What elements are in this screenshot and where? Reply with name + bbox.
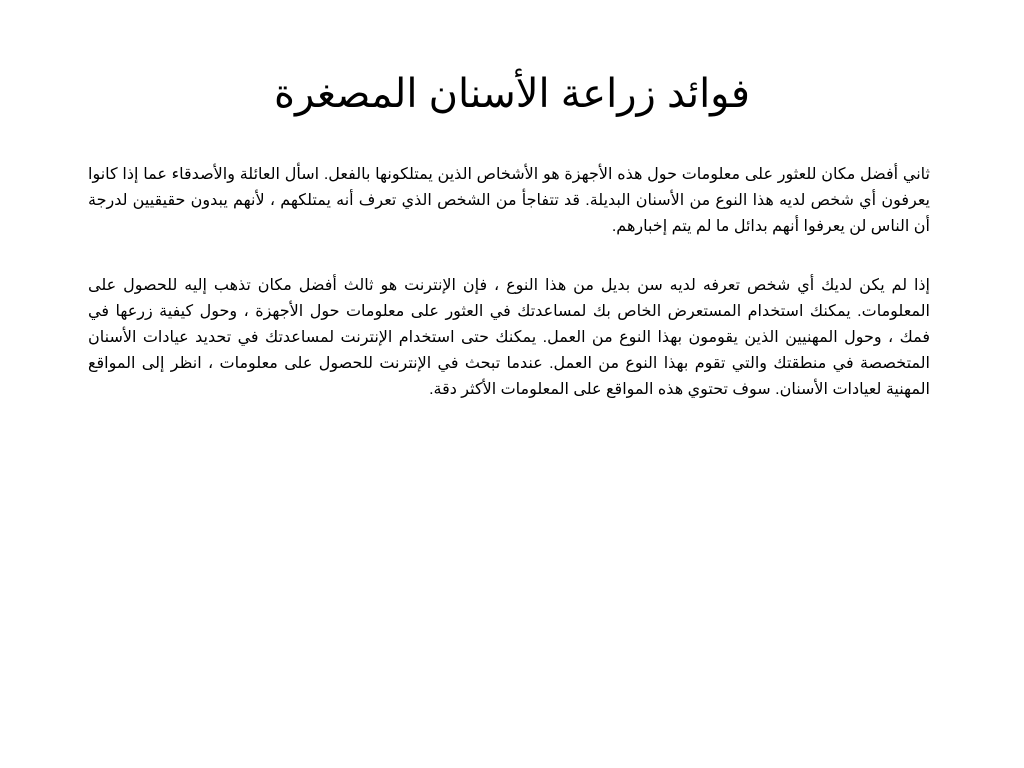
slide-body [88,162,930,436]
body-paragraph: ثاني أفضل مكان للعثور على معلومات حول هذه الأجهزة هو الأشخاص الذين يمتلكونها بالفعل. اسأل العائلة والأصدقاء عما إذا كانوا يعرفون أي شخص لديه هذا النوع من الأسنان البديلة. قد تتفاجأ من الشخص الذي تعرف أنه يمتلكهم ، لأنهم يبدون حقيقيين لدرجة أن الناس لن يعرفوا أنهم بدائل ما لم يتم إخبارهم. [88,166,930,235]
body-paragraph: إذا لم يكن لديك أي شخص تعرفه لديه سن بديل من هذا النوع ، فإن الإنترنت هو ثالث أفضل مكان تذهب إليه للحصول على المعلومات. يمكنك استخدام المستعرض الخاص بك لمساعدتك في العثور على معلومات حول الأجهزة ، وحول كيفية زرعها في فمك ، وحول المهنيين الذين يقومون بهذا النوع من العمل. يمكنك حتى استخدام الإنترنت لمساعدتك في تحديد عيادات الأسنان المتخصصة في منطقتك والتي تقوم بهذا النوع من العمل. عندما تبحث في الإنترنت للحصول على معلومات ، انظر إلى المواقع المهنية لعيادات الأسنان. سوف تحتوي هذه المواقع على المعلومات الأكثر دقة. [88,277,931,398]
slide-title: فوائد زراعة الأسنان المصغرة [274,72,750,116]
